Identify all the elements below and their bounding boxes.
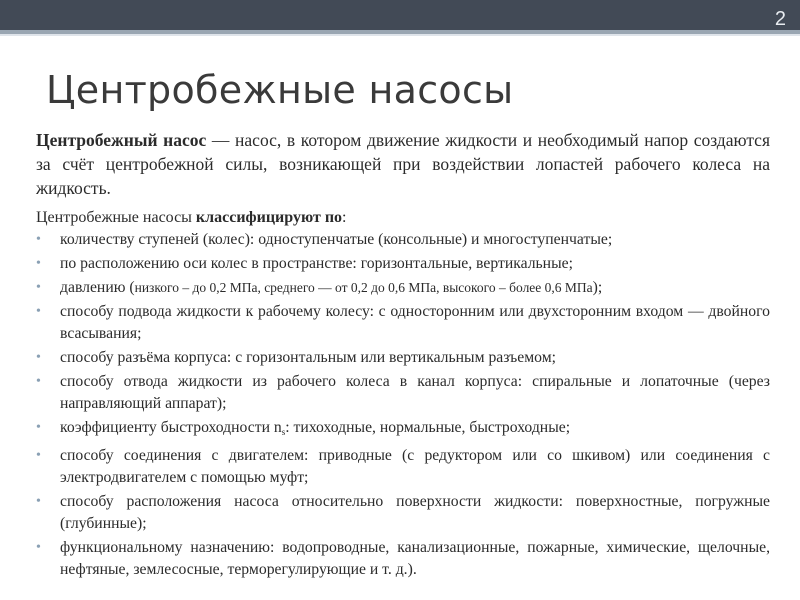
list-item: • способу отвода жидкости из рабочего колеса в канал корпуса: спиральные и лопаточные (через направляющий аппарат); xyxy=(36,371,770,415)
classification-intro xyxy=(36,207,347,229)
list-item: • функциональному назначению: водопроводные, канализационные, пожарные, химические, щелочные, нефтяные, землесосные, терморегулирующие и т. д.). xyxy=(36,537,770,581)
subscript: s xyxy=(281,427,286,437)
list-item-head: давлению ( xyxy=(60,279,135,296)
definition-term: Центробежный насос xyxy=(36,130,207,150)
list-item xyxy=(36,277,770,299)
intro-prefix: Центробежные насосы xyxy=(36,209,196,226)
list-item-tail: ); xyxy=(592,279,603,296)
intro-bold: классифицируют по xyxy=(195,209,343,226)
definition-paragraph xyxy=(36,128,770,200)
list-item-head: коэффициенту быстроходности n xyxy=(60,419,282,436)
list-item: • способу расположения насоса относительно поверхности жидкости: поверхностные, погружные (глубинные); xyxy=(36,491,770,535)
list-item: • по расположению оси колес в пространстве: горизонтальные, вертикальные; xyxy=(36,253,770,275)
list-item xyxy=(36,417,770,443)
intro-suffix: : xyxy=(342,209,347,226)
pressure-ranges: низкого – до 0,2 МПа, среднего — от 0,2 до 0,6 МПа, высокого – более 0,6 МПа xyxy=(134,280,593,295)
list-item: • количеству ступеней (колес): одноступенчатые (консольные) и многоступенчатые; xyxy=(36,229,770,251)
slide-title: Центробежные насосы xyxy=(46,68,514,112)
list-item: • способу соединения с двигателем: приводные (с редуктором или со шкивом) или соединения с электродвигателем с помощью муфт; xyxy=(36,445,770,489)
list-item-tail: : тихоходные, нормальные, быстроходные; xyxy=(285,419,571,436)
definition-text: — насос, в котором движение жидкости и необходимый напор создаются за счёт центробежной силы, возникающей при воздействии лопастей рабочего колеса на жидкость. xyxy=(36,130,771,198)
slide-number: 2 xyxy=(774,8,786,30)
header-bar xyxy=(0,0,800,30)
classification-list xyxy=(36,229,770,583)
list-item: • способу подвода жидкости к рабочему колесу: с односторонним или двухсторонним входом — двойного всасывания; xyxy=(36,301,770,345)
list-item: • способу разъёма корпуса: с горизонтальным или вертикальным разъемом; xyxy=(36,347,770,369)
header-accent-line-light xyxy=(0,34,800,36)
